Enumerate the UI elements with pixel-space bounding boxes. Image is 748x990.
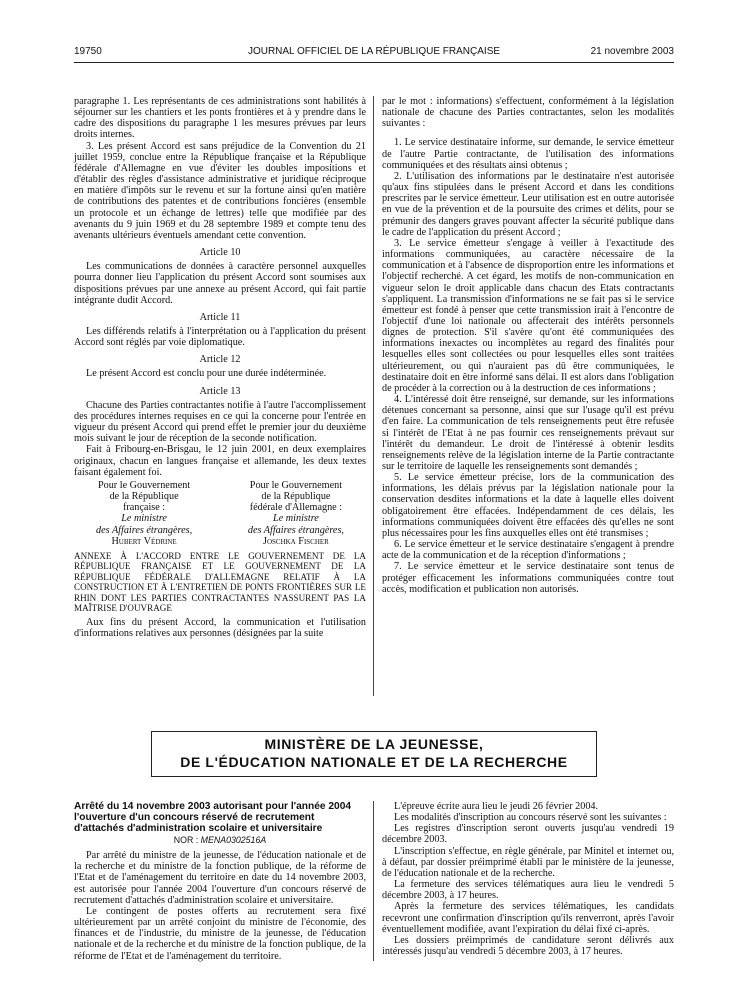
paragraph: 5. Le service émetteur précise, lors de la communication des informations, les délais prévus par la législation nationale pour la conservation desdites informations et la date à laquelle elles doivent obligatoirement être effacées. Indépendamment de ces délais, les informations communiquées doivent être effacées dès qu'elles ne sont plus nécessaires pour les fins auxquelles elles ont été transmises ; (382, 472, 674, 539)
signature-block (74, 480, 366, 547)
annex-title: ANNEXE À L'ACCORD ENTRE LE GOUVERNEMENT DE LA RÉPUBLIQUE FRANÇAISE ET LE GOUVERNEMENT DE LA RÉPUBLIQUE FÉDÉRALE D'ALLEMAGNE RELATIF À LA CONSTRUCTION ET À L'ENTRETIEN DE PONTS FRONTIÈRES SUR LE RHIN DONT LES PARTIES CONTRACTANTES N'ASSURENT PAS LA MAÎTRISE D'OUVRAGE (74, 551, 366, 614)
left-column (74, 96, 366, 639)
header-rule (74, 62, 674, 63)
article-13-title: Article 13 (199, 385, 241, 397)
paragraph: 7. Le service émetteur et le service destinataire sont tenus de protéger efficacement les informations communiquées contre tout accès, modification et publication non autorisés. (382, 561, 674, 595)
arrete-column (74, 801, 366, 962)
paragraph: Les communications de données à caractère personnel auxquelles pourra donner lieu l'application du présent Accord sont soumises aux dispositions prévues par une annexe au présent Accord, qui fait partie intégrante dudit Accord. (74, 261, 366, 306)
paragraph: L'épreuve écrite aura lieu le jeudi 26 février 2004. (394, 801, 599, 812)
paragraph: par le mot : informations) s'effectuent, conformément à la législation nationale de chacune des Parties contractantes, selon les modalités suivantes : (382, 96, 674, 130)
paragraph: Le présent Accord est conclu pour une durée indéterminée. (86, 368, 327, 380)
paragraph: 4. L'intéressé doit être renseigné, sur demande, sur les informations détenues concernant sa personne, ainsi que sur l'usage qu'il est prévu d'en faire. La communication de tels renseignements peut être refusée si l'intérêt de l'Etat à ne pas fournir ces renseignements prévaut sur l'intérêt du demandeur. Le droit de l'intéressé à obtenir lesdits renseignements relève de la législation interne de la Partie contractante sur le territoire de laquelle les renseignements sont demandés ; (382, 394, 674, 472)
paragraph: 1. Le service destinataire informe, sur demande, le service émetteur de l'autre Partie contractante, de l'utilisation des informations communiquées et des résultats ainsi obtenus ; (382, 137, 674, 171)
paragraph: Chacune des Parties contractantes notifie à l'autre l'accomplissement des procédures internes requises en ce qui la concerne pour l'entrée en vigueur du présent Accord qui prend effet le premier jour du deuxième mois suivant le jour de réception de la seconde notification. (74, 399, 366, 445)
paragraph: Après la fermeture des services télématiques, les candidats recevront une confirmation d'inscription qu'ils renverront, après l'avoir éventuellement modifiée, avant l'expiration du délai fixé ci-après. (382, 901, 674, 935)
paragraph: Les registres d'inscription seront ouverts jusqu'au vendredi 19 décembre 2003. (382, 823, 674, 846)
paragraph: 2. L'utilisation des informations par le destinataire n'est autorisée qu'aux fins stipulées dans le présent Accord et dans les conditions prescrites par le service émetteur. Leur utilisation est en outre autorisée en vue de la prévention et de la poursuite des crimes et délits, pour se prémunir des dangers graves pouvant affecter la sécurité publique dans le cadre de l'application du présent Accord ; (382, 170, 674, 238)
article-10-title: Article 10 (199, 247, 241, 259)
paragraph: Fait à Fribourg-en-Brisgau, le 12 juin 2001, en deux exemplaires originaux, chacun en langues française et allemande, les deux textes faisant également foi. (74, 444, 366, 478)
signature-france: Pour le Gouvernement de la République française : Le ministre des Affaires étrangères, Hubert Védrine (74, 480, 214, 547)
paragraph: Aux fins du présent Accord, la communication et l'utilisation d'informations relatives aux personnes (désignées par la suite (74, 616, 366, 639)
nor-reference: NOR : MENA0302516A (173, 835, 267, 845)
paragraph: Le contingent de postes offerts au recrutement sera fixé ultérieurement par un arrêté conjoint du ministre de l'économie, des finances et de l'industrie, du ministre de la jeunesse, de l'éducation nationale et de la recherche et du ministre de la fonction publique, de la réforme de l'Etat et de l'aménagement du territoire. (74, 905, 366, 962)
page-number: 19750 (74, 46, 102, 57)
paragraph: 6. Le service émetteur et le service destinataire s'engagent à prendre acte de la communication et de la réception d'informations ; (382, 539, 674, 562)
column-divider (373, 801, 374, 961)
paragraph: 3. Les présent Accord est sans préjudice de la Convention du 21 juillet 1959, conclue entre la République française et la République fédérale d'Allemagne en vue d'éviter les doubles impositions et d'établir des règles d'assistance administrative et juridique réciproque en matière d'impôts sur le revenu et sur la fortune ainsi qu'en matière de contributions des patentes et de contributions foncières (ensemble un protocole et un échange de lettres) telle que modifiée par des avenants du 9 juin 1969 et du 28 septembre 1989 et compte tenu des avenants ultérieurs éventuels amendant cette convention. (74, 140, 366, 241)
journal-title: JOURNAL OFFICIEL DE LA RÉPUBLIQUE FRANÇAISE (247, 46, 501, 57)
paragraph: 3. Le service émetteur s'engage à veiller à l'exactitude des informations communiquées, au caractère nécessaire de la communication et à l'absence de disproportion entre les informations et l'objectif recherché. A cet égard, les motifs de non-communication en vigueur selon le droit applicable dans chacun des Etats contractants s'appliquent. La transmission d'informations ne se fait pas si le service émetteur est fondé à penser que cette transmission irait à l'encontre de l'objectif d'une loi nationale ou affecterait des intérêts personnels dignes de protection. S'il s'avère qu'ont été communiquées des informations inexactes ou incomplètes au regard des finalités pour lesquelles elles sont collectées ou pour lesquelles elles sont traitées ultérieurement, ou qui n'auraient pas dû être communiquées, le destinataire doit en être informé sans délai. Il est alors dans l'obligation de procéder à la correction ou à la destruction de ces informations ; (382, 237, 674, 394)
ministry-heading: MINISTÈRE DE LA JEUNESSE, DE L'ÉDUCATION NATIONALE ET DE LA RECHERCHE (151, 731, 597, 777)
paragraph: Les différends relatifs à l'interprétation ou à l'application du présent Accord sont réglés par voie diplomatique. (74, 325, 366, 349)
article-11-title: Article 11 (199, 311, 241, 323)
paragraph: L'inscription s'effectue, en règle générale, par Minitel et internet ou, à défaut, par dossier préimprimé établi par le ministère de la jeunesse, de l'éducation nationale et de la recherche. (382, 845, 674, 879)
paragraph: paragraphe 1. Les représentants de ces administrations sont habilités à séjourner sur les chantiers et les ponts frontières et à y prendre dans le cadre des dispositions du paragraphe 1 les mesures prévues par leurs droits internes. (74, 96, 366, 141)
arrete-right-column (382, 801, 674, 957)
signatory-name: Hubert Védrine (111, 535, 177, 547)
column-divider (373, 96, 374, 696)
signatory-name: Joschka Fischer (262, 535, 329, 547)
paragraph: Les modalités d'inscription au concours réservé sont les suivantes : (394, 812, 667, 824)
paragraph: La fermeture des services télématiques aura lieu le vendredi 5 décembre 2003, à 17 heures. (382, 879, 674, 902)
article-12-title: Article 12 (199, 354, 241, 366)
paragraph: Les dossiers préimprimés de candidature seront délivrés aux intéressés jusqu'au vendredi 5 décembre 2003, à 17 heures. (382, 934, 674, 958)
signature-germany: Pour le Gouvernement de la République fédérale d'Allemagne : Le ministre des Affaires étrangères, Joschka Fischer (226, 480, 366, 547)
arrete-title: Arrêté du 14 novembre 2003 autorisant pour l'année 2004 l'ouverture d'un concours réservé de recrutement d'attachés d'administration scolaire et universitaire (74, 801, 352, 834)
right-column (382, 96, 674, 595)
issue-date: 21 novembre 2003 (590, 46, 674, 57)
paragraph: Par arrêté du ministre de la jeunesse, de l'éducation nationale et de la recherche et du ministre de la fonction publique, de la réforme de l'Etat et de l'aménagement du territoire en date du 14 novembre 2003, est autorisée pour l'année 2004 l'ouverture d'un concours réservé de recrutement d'attachés d'administration scolaire et universitaire. (74, 850, 366, 906)
page-header (74, 46, 674, 60)
